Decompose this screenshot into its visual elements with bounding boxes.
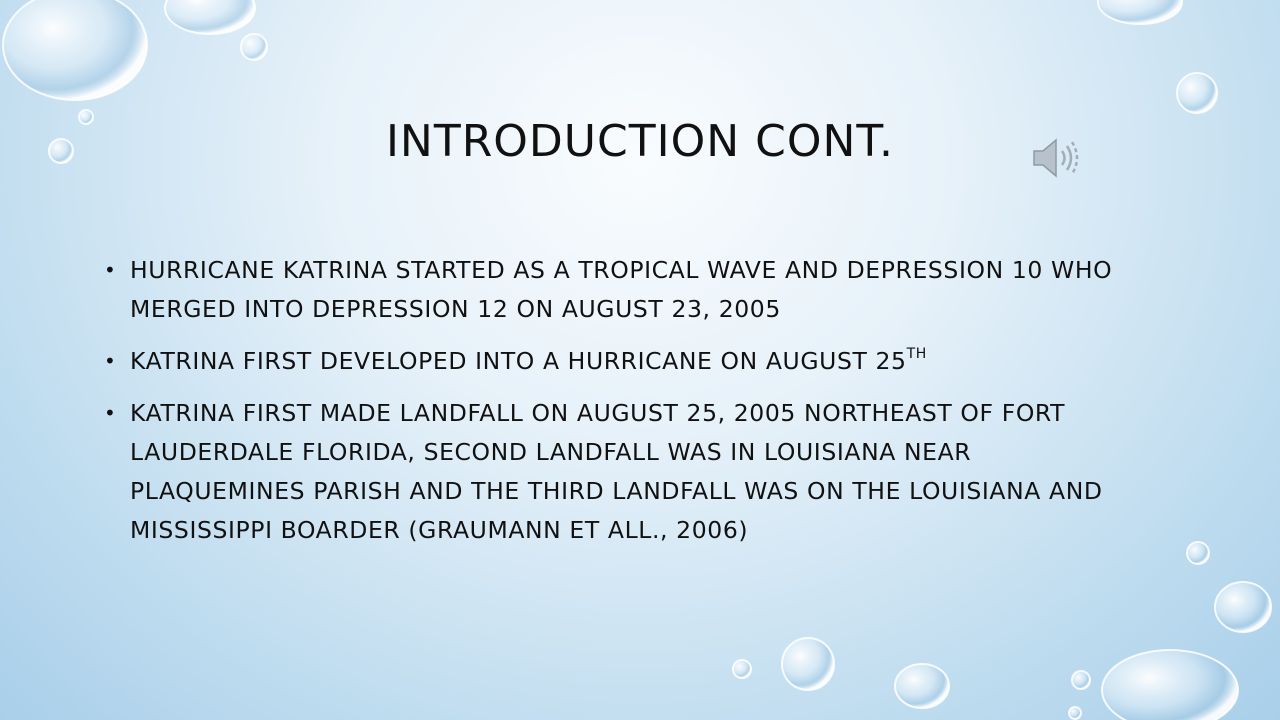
bullet-text-line: PLAQUEMINES PARISH AND THE THIRD LANDFALL WAS ON THE LOUISIANA AND: [130, 477, 1103, 505]
bullet-text-line: KATRINA FIRST MADE LANDFALL ON AUGUST 25, 2005 NORTHEAST OF FORT: [130, 399, 1066, 427]
bullet-list: [104, 251, 1184, 563]
bullet-text-line: [130, 342, 1184, 381]
ordinal-suffix: TH: [906, 346, 927, 362]
bullet-item: [104, 251, 1184, 329]
slide-title: INTRODUCTION CONT.: [385, 116, 895, 167]
bullet-text: KATRINA FIRST DEVELOPED INTO A HURRICANE ON AUGUST 25: [130, 347, 907, 375]
speaker-icon[interactable]: [1030, 134, 1082, 182]
bullet-text-line: MISSISSIPPI BOARDER (GRAUMANN ET ALL., 2006): [130, 516, 749, 544]
bullet-item: [104, 342, 1184, 381]
bullet-text-line: MERGED INTO DEPRESSION 12 ON AUGUST 23, 2005: [130, 295, 781, 323]
bullet-marker: •: [104, 349, 117, 373]
bullet-marker: •: [104, 258, 117, 282]
bullet-marker: •: [104, 401, 117, 425]
bullet-item: [104, 394, 1184, 550]
bullet-text-line: LAUDERDALE FLORIDA, SECOND LANDFALL WAS IN LOUISIANA NEAR: [130, 438, 972, 466]
bullet-text-line: HURRICANE KATRINA STARTED AS A TROPICAL WAVE AND DEPRESSION 10 WHO: [130, 256, 1113, 284]
